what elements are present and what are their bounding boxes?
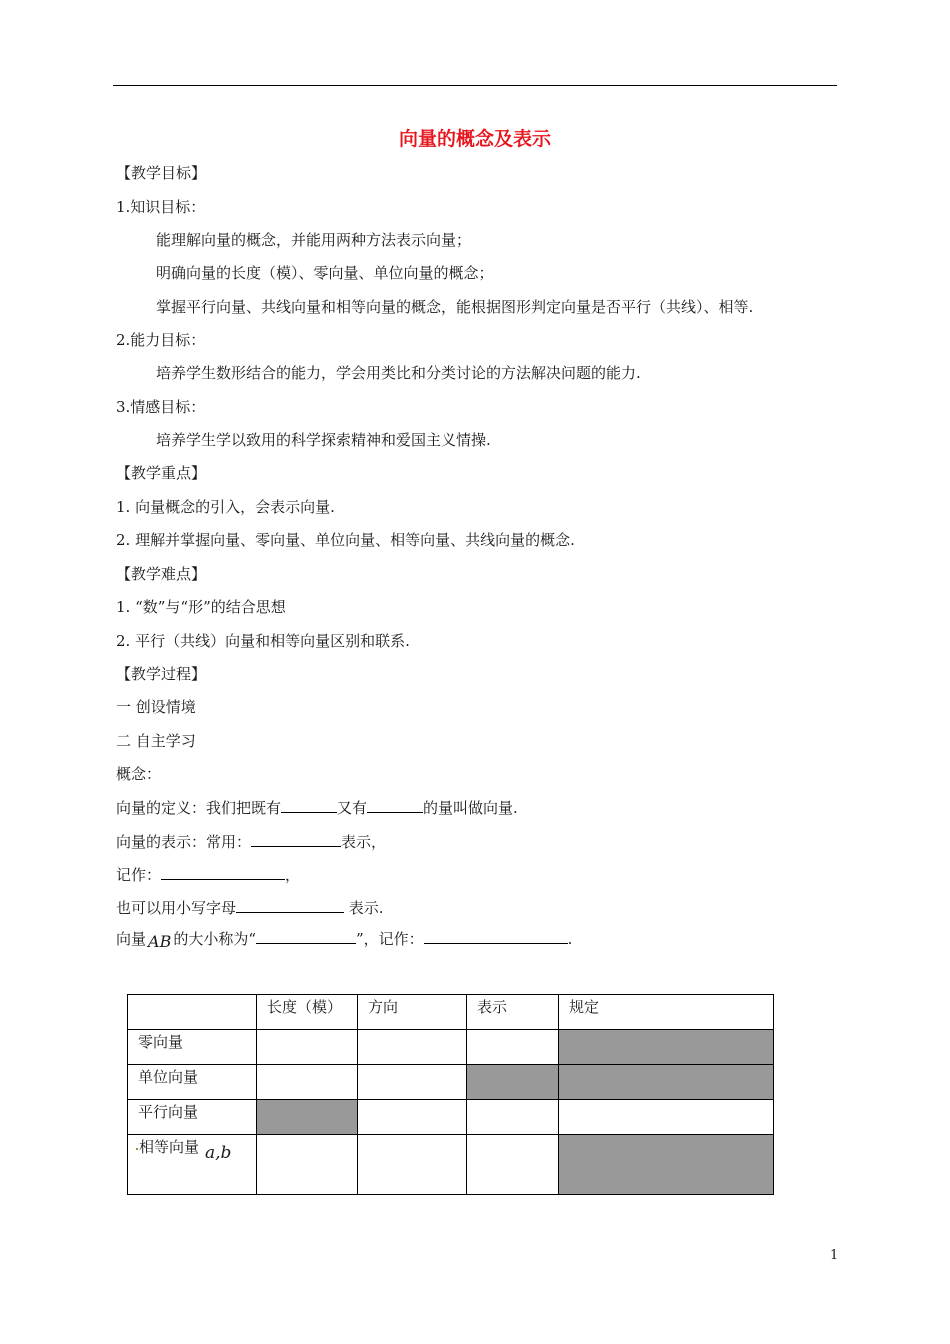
- key-point-item: 2. 理解并掌握向量、零向量、单位向量、相等向量、共线向量的概念.: [116, 531, 575, 549]
- shaded-cell: [257, 1100, 358, 1135]
- definition-suffix: 的量叫做向量.: [423, 799, 518, 817]
- anchor-marker: [136, 1148, 138, 1150]
- ability-label: 2.能力目标：: [116, 331, 206, 349]
- table-header-row: [128, 995, 774, 1030]
- key-points-header: 【教学重点】: [116, 464, 207, 482]
- definition-line: [116, 797, 518, 818]
- difficulty-header: 【教学难点】: [116, 565, 207, 583]
- document-title: 向量的概念及表示: [398, 128, 551, 150]
- row-label: 平行向量: [128, 1100, 257, 1135]
- emotion-item: 培养学生学以致用的科学探索精神和爱国主义情操.: [156, 431, 491, 449]
- knowledge-item: 掌握平行向量、共线向量和相等向量的概念，能根据图形判定向量是否平行（共线）、相等.: [156, 298, 754, 316]
- definition-prefix: 向量的定义：我们把既有: [116, 799, 282, 817]
- lowercase-suffix: 表示.: [344, 899, 384, 917]
- difficulty-item: 2. 平行（共线）向量和相等向量区别和联系.: [116, 632, 410, 650]
- table-cell[interactable]: [358, 1065, 467, 1100]
- magnitude-line: [116, 928, 572, 949]
- row-label: 零向量: [128, 1030, 257, 1065]
- table-cell[interactable]: [358, 1135, 467, 1195]
- magnitude-mid2: ”，记作：: [356, 930, 424, 948]
- table-header-cell: 规定: [559, 995, 774, 1030]
- header-rule: [113, 85, 837, 86]
- table-row: [128, 1135, 774, 1195]
- ability-item: 培养学生数形结合的能力，学会用类比和分类讨论的方法解决问题的能力.: [156, 364, 641, 382]
- table-cell[interactable]: [358, 1030, 467, 1065]
- knowledge-item: 能理解向量的概念，并能用两种方法表示向量；: [156, 231, 472, 249]
- page-number: 1: [830, 1248, 839, 1263]
- row-label: 单位向量: [128, 1065, 257, 1100]
- table-cell[interactable]: [257, 1135, 358, 1195]
- process-header: 【教学过程】: [116, 665, 207, 683]
- shaded-cell: [559, 1065, 774, 1100]
- table-cell[interactable]: [467, 1100, 559, 1135]
- blank-field[interactable]: [256, 928, 356, 944]
- lowercase-line: [116, 897, 384, 918]
- objectives-header: 【教学目标】: [116, 164, 207, 182]
- knowledge-item: 明确向量的长度（模）、零向量、单位向量的概念；: [156, 264, 494, 282]
- table-row: [128, 1100, 774, 1135]
- magnitude-mid: 的大小称为“: [173, 930, 256, 948]
- table-row: [128, 1065, 774, 1100]
- representation-suffix: 表示，: [341, 833, 387, 851]
- magnitude-prefix: 向量: [116, 930, 147, 948]
- key-point-item: 1. 向量概念的引入，会表示向量.: [116, 498, 335, 516]
- shaded-cell: [559, 1030, 774, 1065]
- blank-field[interactable]: [161, 864, 285, 880]
- lowercase-prefix: 也可以用小写字母: [116, 899, 237, 917]
- table-header-cell: 方向: [358, 995, 467, 1030]
- table-cell[interactable]: [358, 1100, 467, 1135]
- representation-prefix: 向量的表示：常用：: [116, 833, 252, 851]
- shaded-cell: [559, 1135, 774, 1195]
- math-ab-label: a,b: [205, 1143, 232, 1163]
- blank-field[interactable]: [281, 797, 337, 813]
- table-header-cell: 长度（模）: [257, 995, 358, 1030]
- notation-line: [116, 864, 300, 885]
- table-cell[interactable]: [257, 1030, 358, 1065]
- difficulty-item: 1. “数”与“形”的结合思想: [116, 598, 286, 616]
- process-step: 二 自主学习: [116, 732, 196, 750]
- table-header-cell: 表示: [467, 995, 559, 1030]
- table-cell[interactable]: [467, 1135, 559, 1195]
- row-label: 相等向量: [139, 1138, 200, 1156]
- table-header-cell: [128, 995, 257, 1030]
- table-cell[interactable]: [467, 1030, 559, 1065]
- blank-field[interactable]: [367, 797, 423, 813]
- table-cell[interactable]: [559, 1100, 774, 1135]
- table-row: [128, 1030, 774, 1065]
- vector-types-table: [127, 994, 774, 1195]
- process-step: 一 创设情境: [116, 698, 196, 716]
- blank-field[interactable]: [236, 897, 344, 913]
- notation-suffix: ，: [285, 866, 301, 884]
- notation-prefix: 记作：: [116, 866, 162, 884]
- row-label-cell: [128, 1135, 257, 1195]
- emotion-label: 3.情感目标：: [116, 398, 206, 416]
- knowledge-label: 1.知识目标：: [116, 198, 206, 216]
- blank-field[interactable]: [424, 928, 568, 944]
- representation-line: [116, 831, 386, 852]
- concept-label: 概念：: [116, 765, 162, 783]
- vector-ab-symbol: AB: [148, 932, 172, 951]
- definition-mid: 又有: [337, 799, 368, 817]
- blank-field[interactable]: [251, 831, 341, 847]
- table-cell[interactable]: [257, 1065, 358, 1100]
- magnitude-suffix: .: [567, 930, 573, 948]
- shaded-cell: [467, 1065, 559, 1100]
